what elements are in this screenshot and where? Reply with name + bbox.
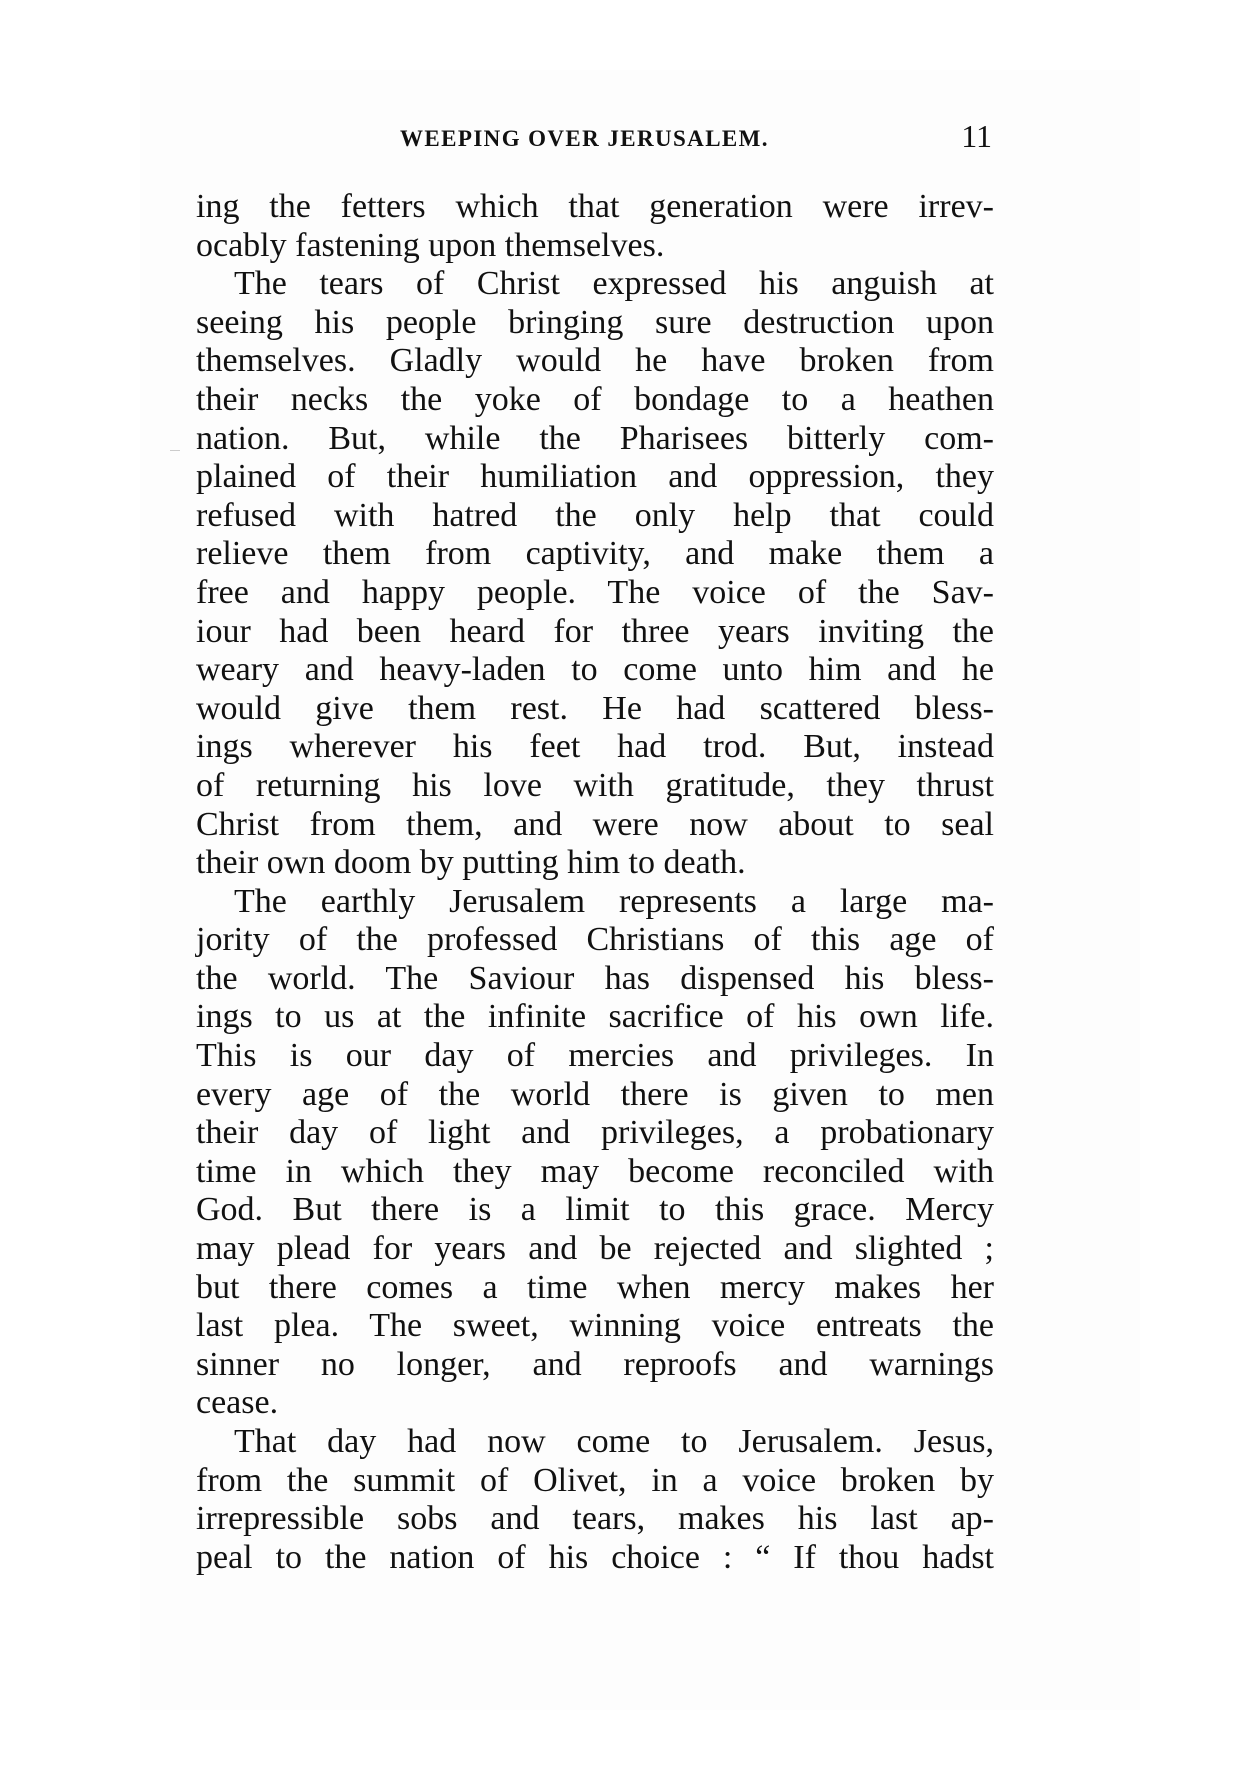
text-line: their day of light and privileges, a probationary — [196, 1114, 994, 1152]
text-line: would give them rest. He had scattered bless- — [196, 689, 994, 727]
text-line: from the summit of Olivet, in a voice broken by — [196, 1461, 994, 1499]
text-line: peal to the nation of his choice : “ If thou hadst — [196, 1538, 994, 1576]
text-line: but there comes a time when mercy makes her — [196, 1268, 994, 1306]
text-line: This is our day of mercies and privileges. In — [196, 1037, 994, 1075]
paragraph-4 — [196, 1423, 994, 1577]
paragraph-1 — [196, 188, 994, 265]
text-line: ocably fastening upon themselves. — [196, 226, 665, 264]
text-line: themselves. Gladly would he have broken from — [196, 342, 994, 380]
running-title: WEEPING OVER JERUSALEM. — [400, 126, 769, 151]
page-number: 11 — [961, 118, 992, 154]
text-line: time in which they may become reconciled with — [196, 1152, 994, 1190]
text-line: jority of the professed Christians of this age of — [196, 921, 994, 959]
text-line: That day had now come to Jerusalem. Jesus, — [234, 1423, 994, 1460]
margin-mark — [170, 450, 180, 451]
text-line: refused with hatred the only help that could — [196, 496, 994, 534]
text-line: The tears of Christ expressed his anguish at — [234, 265, 994, 303]
page-header — [196, 118, 992, 158]
text-line: their own doom by putting him to death. — [196, 844, 746, 882]
text-line: seeing his people bringing sure destruction upon — [196, 303, 994, 341]
text-line: every age of the world there is given to men — [196, 1075, 994, 1113]
paragraph-2 — [196, 265, 994, 883]
paragraph-3 — [196, 883, 994, 1423]
text-line: ings to us at the infinite sacrifice of his own life. — [196, 998, 994, 1036]
text-line: sinner no longer, and reproofs and warnings — [196, 1345, 994, 1383]
text-line: Christ from them, and were now about to seal — [196, 805, 994, 843]
text-line: iour had been heard for three years inviting the — [196, 612, 994, 650]
text-line: plained of their humiliation and oppression, they — [196, 458, 994, 496]
text-line: may plead for years and be rejected and slighted ; — [196, 1230, 994, 1268]
text-line: nation. But, while the Pharisees bitterly com- — [196, 419, 994, 457]
text-line: weary and heavy-laden to come unto him and he — [196, 651, 994, 689]
text-line: free and happy people. The voice of the Sav- — [196, 573, 994, 611]
text-line: The earthly Jerusalem represents a large ma- — [234, 882, 994, 920]
text-line: the world. The Saviour has dispensed his bless- — [196, 959, 994, 997]
text-line: irrepressible sobs and tears, makes his last ap- — [196, 1500, 994, 1538]
text-line: God. But there is a limit to this grace. Mercy — [196, 1191, 994, 1229]
text-line: ing the fetters which that generation were irrev- — [196, 188, 994, 225]
text-line: relieve them from captivity, and make them a — [196, 535, 994, 573]
text-line: ings wherever his feet had trod. But, instead — [196, 728, 994, 766]
body-text — [196, 188, 994, 1577]
text-line: last plea. The sweet, winning voice entreats the — [196, 1307, 994, 1345]
text-line: their necks the yoke of bondage to a heathen — [196, 380, 994, 418]
text-line: of returning his love with gratitude, they thrust — [196, 766, 994, 804]
text-line: cease. — [196, 1384, 279, 1422]
